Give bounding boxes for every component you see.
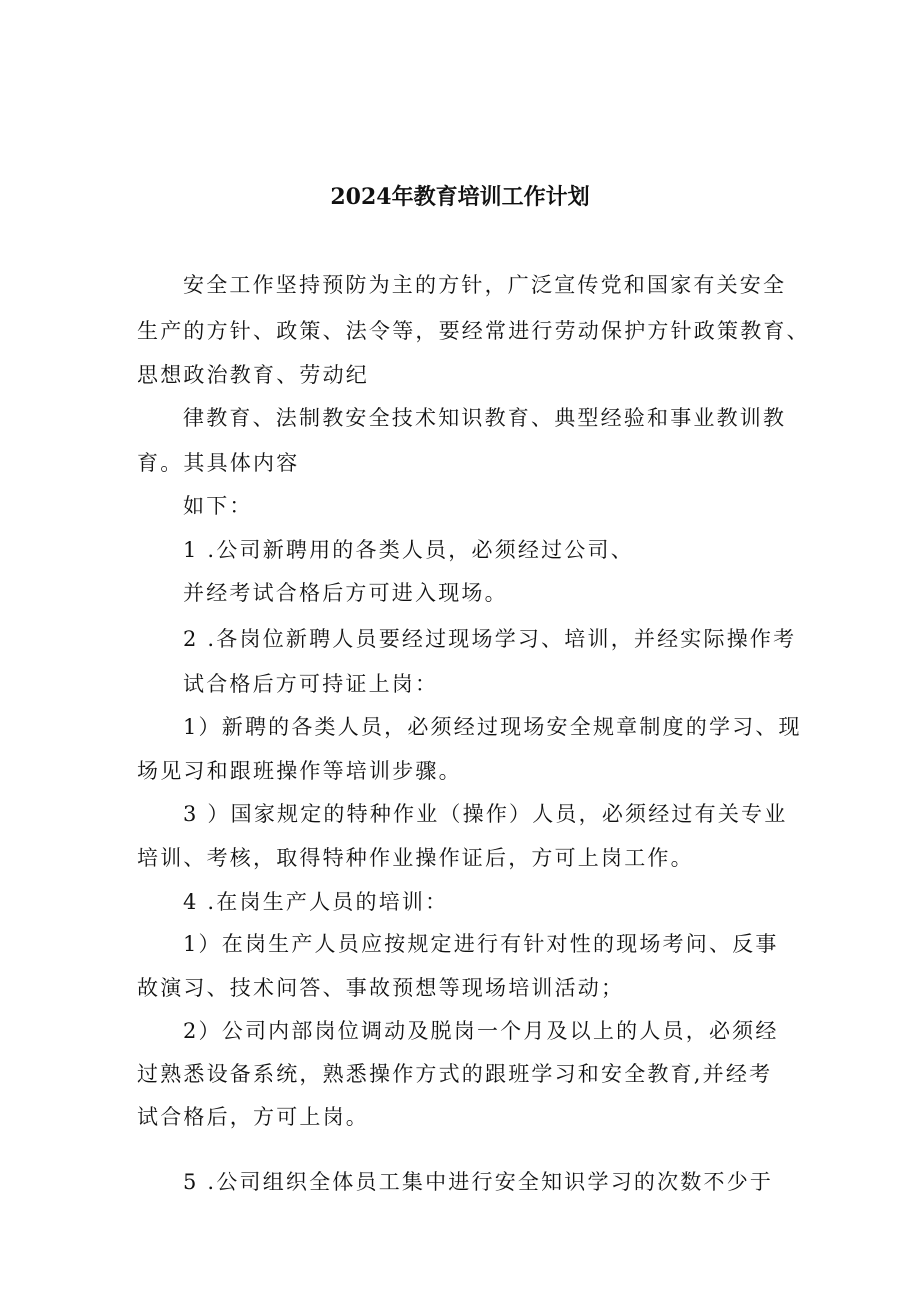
paragraph-line: 场见习和跟班操作等培训步骤。 [137, 759, 462, 783]
document-title: 2024年教育培训工作计划 [330, 184, 590, 210]
paragraph-line: 试合格后方可持证上岗： [183, 672, 439, 696]
paragraph-line: 故演习、技术问答、事故预想等现场培训活动； [137, 976, 625, 1000]
paragraph-line: 育。其具体内容 [137, 451, 300, 475]
list-item: 1）新聘的各类人员，必须经过现场安全规章制度的学习、现 [183, 715, 802, 739]
paragraph-line: 如下： [183, 494, 253, 518]
list-item: 5 .公司组织全体员工集中进行安全知识学习的次数不少于 [183, 1170, 774, 1194]
list-item: 3 ）国家规定的特种作业（操作）人员，必须经过有关专业 [183, 802, 788, 826]
list-item: 4 .在岗生产人员的培训： [183, 890, 449, 914]
paragraph-line: 律教育、法制教安全技术知识教育、典型经验和事业教训教 [183, 406, 787, 430]
list-item: 1 .公司新聘用的各类人员，必须经过公司、 [183, 538, 634, 562]
paragraph-line: 思想政治教育、劳动纪 [137, 363, 369, 387]
paragraph-line: 并经考试合格后方可进入现场。 [183, 581, 508, 605]
paragraph-line: 过熟悉设备系统，熟悉操作方式的跟班学习和安全教育,并经考 [137, 1062, 773, 1086]
list-item: 2 .各岗位新聘人员要经过现场学习、培训，并经实际操作考 [183, 627, 797, 651]
paragraph-line: 试合格后，方可上岗。 [137, 1105, 369, 1129]
paragraph-line: 生产的方针、政策、法令等，要经常进行劳动保护方针政策教育、 [137, 319, 810, 343]
list-item: 2）公司内部岗位调动及脱岗一个月及以上的人员，必须经 [183, 1019, 779, 1043]
paragraph-line: 安全工作坚持预防为主的方针，广泛宣传党和国家有关安全 [183, 273, 787, 297]
paragraph-line: 培训、考核，取得特种作业操作证后，方可上岗工作。 [137, 846, 694, 870]
list-item: 1）在岗生产人员应按规定进行有针对性的现场考问、反事 [183, 932, 779, 956]
